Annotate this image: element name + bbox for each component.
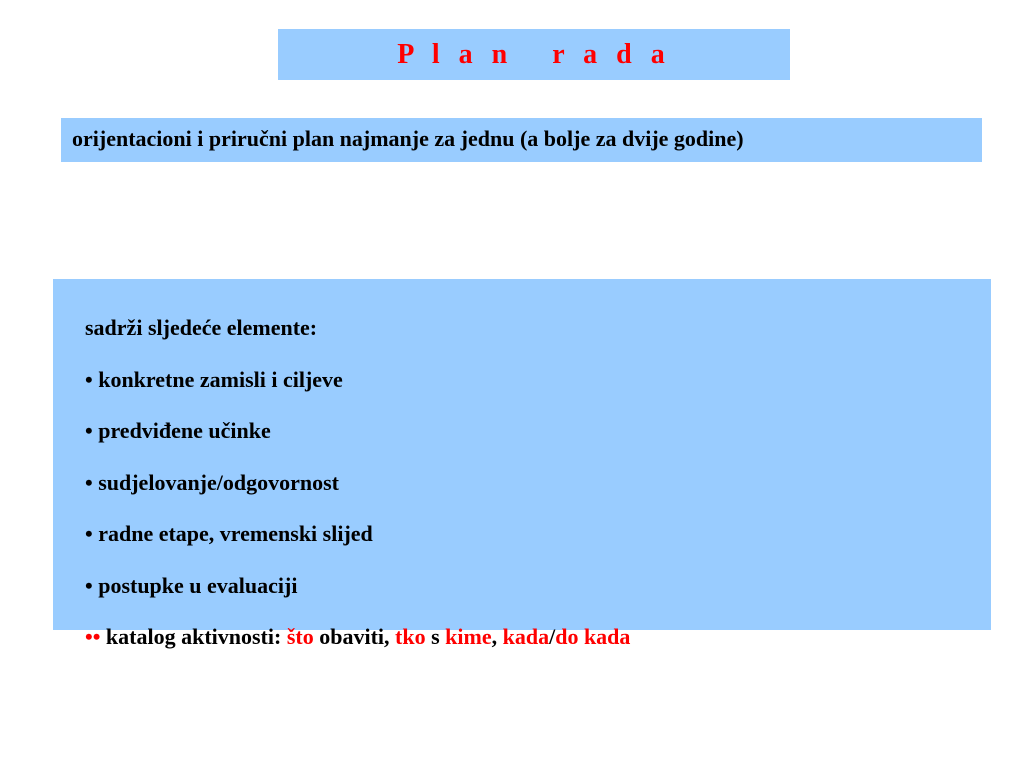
do-text: obaviti, (319, 624, 390, 649)
with-text: s (431, 624, 440, 649)
when-highlight: kada (502, 624, 550, 649)
slash-text: / (549, 624, 556, 649)
list-item-text: konkretne zamisli i ciljeve (98, 366, 343, 392)
intro-text: sadrži sljedeće elemente: (85, 315, 318, 340)
catalog-lead: katalog aktivnosti: (105, 624, 282, 649)
list-item-text: predviđene učinke (98, 418, 271, 443)
whom-highlight: kime (445, 624, 492, 649)
comma-text: , (491, 624, 498, 649)
list-item (63, 444, 991, 496)
what-highlight: što (286, 624, 314, 649)
bullet: • (85, 469, 93, 495)
who-highlight: tko (395, 624, 426, 649)
slide-title: P l a n r a d a (397, 38, 671, 70)
double-bullet: •• (85, 624, 101, 649)
title-box (278, 29, 790, 80)
list-item-text: radne etape, vremenski slijed (98, 521, 373, 546)
bullet: • (85, 366, 93, 392)
subtitle-box (61, 118, 982, 162)
activity-catalog-line (63, 598, 991, 650)
bullet: • (85, 572, 93, 598)
list-item (63, 495, 991, 547)
slide-subtitle: orijentacioni i priručni plan najmanje za jednu (a bolje za dvije godine) (72, 126, 744, 151)
list-item (63, 547, 991, 599)
until-highlight: do kada (555, 624, 631, 649)
bullet: • (85, 418, 93, 443)
list-item-text: sudjelovanje/odgovornost (98, 469, 339, 495)
list-item (63, 341, 991, 393)
bullet: • (85, 521, 93, 546)
list-item (63, 392, 991, 444)
content-box (53, 279, 991, 649)
list-item-text: postupke u evaluaciji (98, 572, 298, 598)
intro-line (63, 289, 991, 341)
